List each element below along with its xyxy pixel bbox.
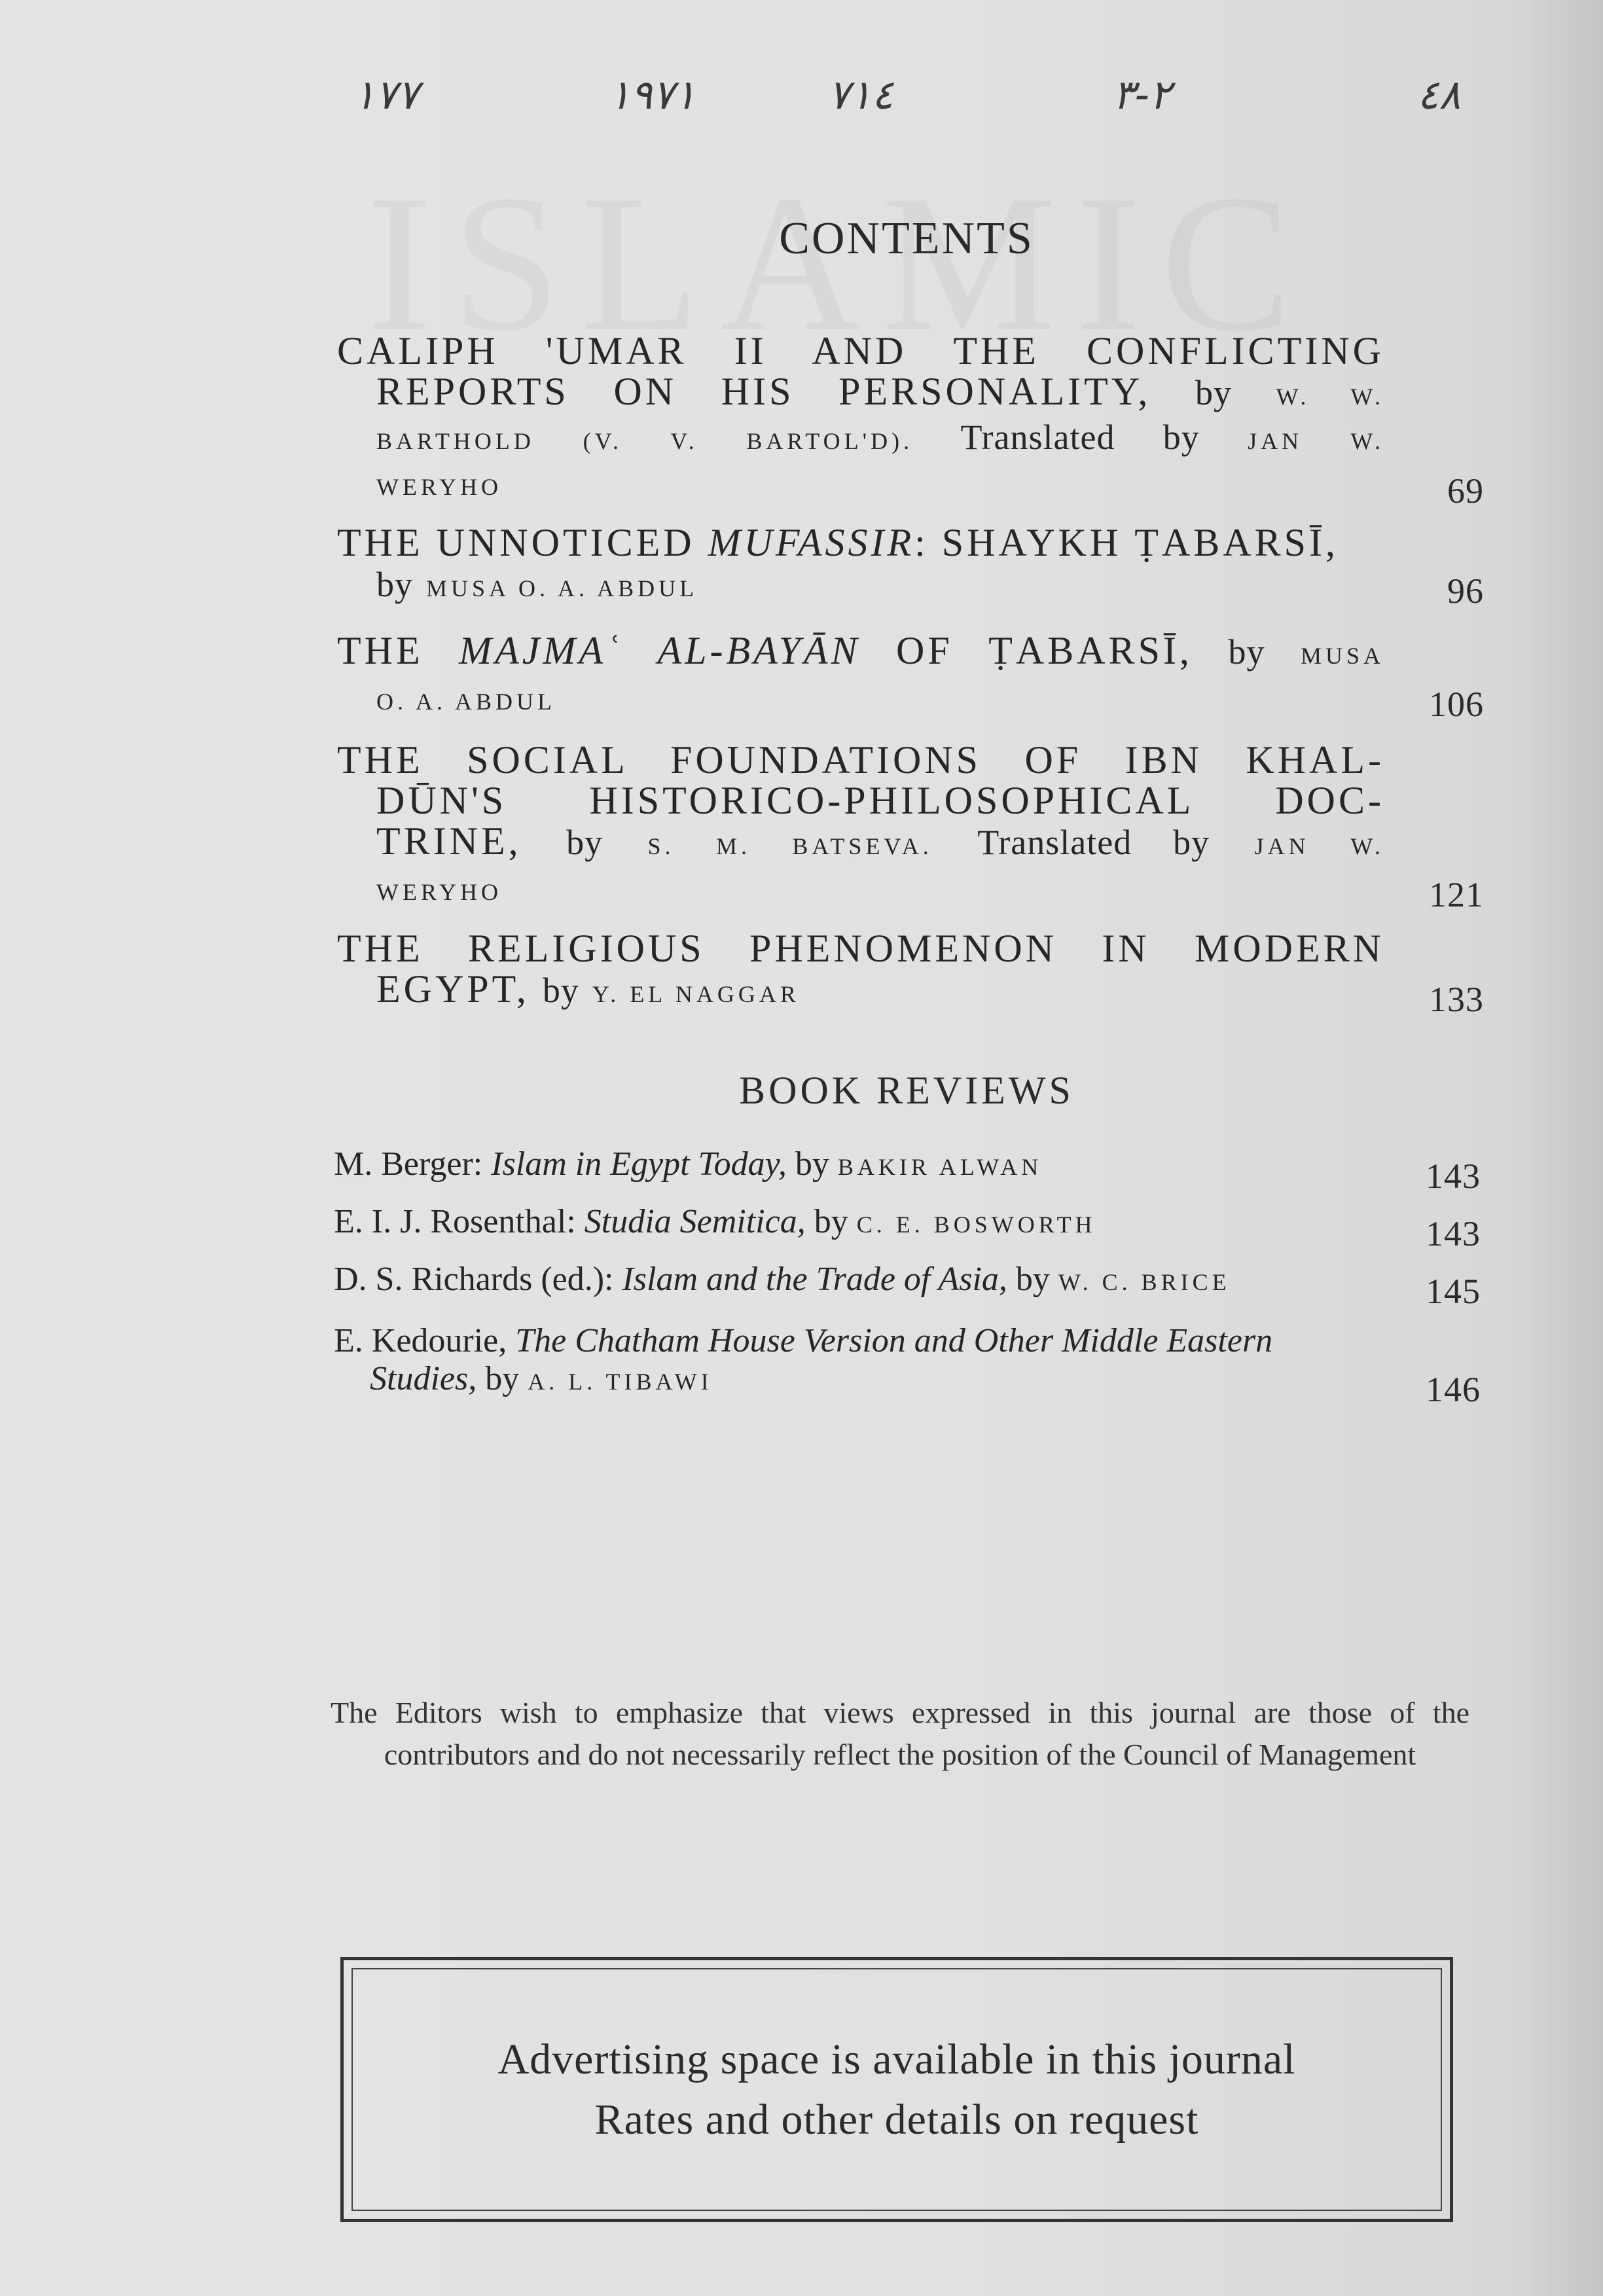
- handwritten-note-3: ٧١٤: [828, 71, 893, 118]
- by-label: by: [1195, 373, 1233, 412]
- toc-entry: [337, 521, 1484, 611]
- entry-author: MUSA O. A. ABDUL: [426, 575, 698, 601]
- entry-translator: WERYHO: [376, 474, 502, 500]
- entry-title-line: THE RELIGIOUS PHENOMENON IN MODERN: [337, 927, 1384, 970]
- handwritten-note-5: ٤٨: [1417, 71, 1461, 118]
- toc-entry: [337, 738, 1484, 914]
- entry-title-text: : SHAYKH ṬABARSĪ,: [914, 521, 1339, 564]
- review-reviewer: BAKIR ALWAN: [837, 1154, 1043, 1180]
- review-book-author: D. S. Richards (ed.):: [334, 1261, 614, 1298]
- entry-author-line: [337, 563, 1484, 611]
- review-page-number: 146: [1426, 1370, 1481, 1409]
- toc-entry: [337, 629, 1484, 724]
- review-entry: [334, 1261, 1481, 1311]
- entry-author: S. M. BATSEVA.: [647, 833, 933, 859]
- translated-label: Translated by: [960, 418, 1200, 457]
- entry-translator: WERYHO: [376, 879, 502, 905]
- toc-entry: [337, 329, 1484, 511]
- review-book-title: Studia Semitica,: [584, 1203, 806, 1240]
- entry-title-italic: MAJMAʿ AL-BAYĀN: [459, 629, 861, 672]
- entry-title-text: THE: [337, 629, 423, 672]
- by-label: by: [566, 823, 603, 862]
- book-reviews-heading: BOOK REVIEWS: [739, 1069, 1074, 1112]
- by-label: by: [542, 971, 579, 1010]
- entry-title-italic: MUFASSIR: [708, 521, 915, 564]
- review-page-number: 143: [1426, 1214, 1481, 1253]
- entry-author: BARTHOLD (V. V. BARTOL'D).: [376, 428, 914, 454]
- review-entry: [334, 1203, 1481, 1253]
- entry-title-line: [337, 371, 1384, 417]
- toc-entry: [337, 927, 1484, 1019]
- entry-title-line: DŪN'S HISTORICO-PHILOSOPHICAL DOC-: [376, 779, 1384, 822]
- review-entry: [334, 1322, 1481, 1409]
- entry-translator: JAN W.: [1254, 833, 1385, 859]
- by-label: by: [1015, 1261, 1050, 1298]
- review-book-title: Studies,: [370, 1360, 477, 1397]
- by-label: by: [814, 1203, 848, 1240]
- by-label: by: [485, 1360, 520, 1397]
- entry-title-text: REPORTS ON HIS PERSONALITY,: [376, 370, 1151, 413]
- review-reviewer: C. E. BOSWORTH: [856, 1211, 1096, 1238]
- entry-author: MUSA: [1300, 643, 1384, 669]
- entry-page-number: 69: [1447, 471, 1484, 511]
- entry-title-line: [337, 630, 1384, 676]
- entry-title-text: OF ṬABARSĪ,: [896, 629, 1193, 672]
- review-reviewer: W. C. BRICE: [1058, 1269, 1231, 1295]
- review-page-number: 145: [1426, 1272, 1481, 1311]
- advertising-line-1: Advertising space is available in this journal: [497, 2035, 1296, 2083]
- entry-title-line: [337, 522, 1384, 563]
- contents-heading: CONTENTS: [779, 213, 1034, 264]
- review-book-author: M. Berger:: [334, 1145, 483, 1183]
- review-book-title: Islam and the Trade of Asia,: [622, 1261, 1007, 1298]
- review-book-author: E. Kedourie,: [334, 1322, 507, 1359]
- entry-title-line: [337, 821, 1384, 867]
- review-entry: [334, 1145, 1481, 1196]
- entry-author: Y. EL NAGGAR: [592, 981, 800, 1007]
- review-book-title: Islam in Egypt Today,: [491, 1145, 787, 1183]
- entry-page-number: 96: [1447, 571, 1484, 611]
- entry-title-text: EGYPT,: [376, 967, 530, 1011]
- entry-page-number: 121: [1429, 875, 1484, 914]
- entry-author: W. W.: [1276, 384, 1385, 410]
- review-reviewer: A. L. TIBAWI: [528, 1369, 713, 1395]
- entry-author-line: [337, 417, 1384, 461]
- by-label: by: [1228, 632, 1265, 672]
- entry-author-line: [337, 676, 1484, 724]
- entry-title-line: CALIPH 'UMAR II AND THE CONFLICTING: [337, 329, 1384, 372]
- entry-page-number: 133: [1429, 980, 1484, 1019]
- review-page-number: 143: [1426, 1157, 1481, 1196]
- editors-notice: The Editors wish to emphasize that views expressed in this journal are those of the contributors and do not necessarily reflect the position of the Council of Management: [331, 1696, 1469, 1771]
- entry-translator: JAN W.: [1248, 428, 1385, 454]
- advertising-box-inner: [351, 1968, 1442, 2211]
- handwritten-note-1: ١٧٧: [353, 71, 419, 118]
- entry-title-text: THE UNNOTICED: [337, 521, 695, 564]
- by-label: by: [376, 565, 413, 604]
- advertising-box: [340, 1957, 1453, 2222]
- handwritten-note-2: ١٩٧١: [609, 71, 696, 118]
- entry-title-text: TRINE,: [376, 819, 522, 863]
- entry-page-number: 106: [1429, 685, 1484, 724]
- review-book-title: The Chatham House Version and Other Middle Eastern: [515, 1322, 1273, 1359]
- by-label: by: [795, 1145, 829, 1183]
- handwritten-note-4: ٢-٣: [1113, 71, 1171, 118]
- entry-author-line: [337, 867, 1484, 914]
- entry-title-line: THE SOCIAL FOUNDATIONS OF IBN KHAL-: [337, 738, 1384, 781]
- review-book-author: E. I. J. Rosenthal:: [334, 1203, 576, 1240]
- entry-author-line: [337, 461, 1484, 511]
- entry-title-line: [337, 967, 1484, 1019]
- entry-author: O. A. ABDUL: [376, 689, 556, 715]
- advertising-line-2: Rates and other details on request: [594, 2095, 1199, 2144]
- translated-label: Translated by: [977, 823, 1210, 862]
